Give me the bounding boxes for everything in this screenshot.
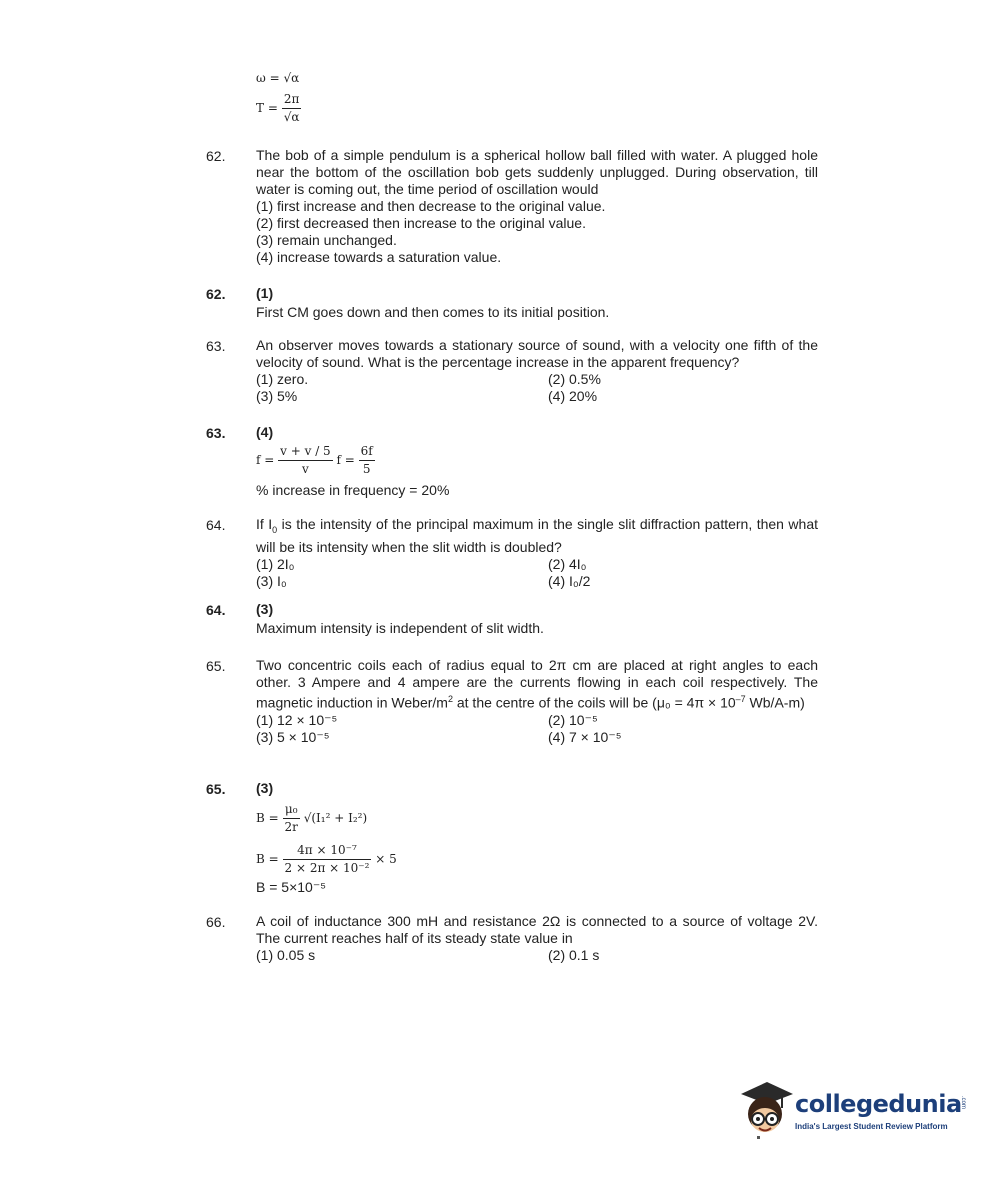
- logo-tagline: India's Largest Student Review Platform: [795, 1122, 948, 1131]
- frequency-equation: f = $\frac{v + v / 5}{v}$ f = $\frac{6f}{5}$: [256, 444, 373, 476]
- logo-domain: .com: [960, 1096, 966, 1110]
- answer-number: 65.: [206, 781, 226, 797]
- options-grid: [256, 371, 818, 405]
- answer-choice: (1): [256, 285, 274, 301]
- answer-choice: (3): [256, 601, 274, 617]
- options-grid: [256, 556, 818, 590]
- question-65: [256, 657, 818, 746]
- top-math: [256, 70, 818, 126]
- option: (2) first decreased then increase to the original value.: [256, 215, 586, 231]
- field-equation-1: B = $\frac{\text{μ₀}}{2r}$ √(I₁² + I₂²): [256, 802, 368, 834]
- question-number: 62.: [206, 148, 226, 164]
- option: (4) 7 × 10⁻⁵: [548, 728, 622, 745]
- option: (3) remain unchanged.: [256, 232, 397, 248]
- question-text: If $I_0$ is the intensity of the principal maximum in the single slit diffraction pattern, then what will be its intensity when the slit width is doubled?: [256, 516, 818, 555]
- option: (1) first increase and then decrease to the original value.: [256, 198, 606, 214]
- question-62: [256, 147, 818, 266]
- answer-64: [256, 601, 818, 637]
- field-result: B = 5×10⁻⁵: [256, 879, 327, 895]
- answer-number: 63.: [206, 425, 226, 441]
- option: (1) 2I₀: [256, 555, 295, 572]
- mascot-icon: [737, 1076, 795, 1146]
- question-text: A coil of inductance 300 mH and resistance 2Ω is connected to a source of voltage 2V. The current reaches half of its steady state value in: [256, 913, 818, 946]
- option: (2) 4I₀: [548, 555, 587, 572]
- option: (3) 5 × 10⁻⁵: [256, 728, 330, 745]
- question-text: The bob of a simple pendulum is a spherical hollow ball filled with water. A plugged hole near the bottom of the oscillation bob gets suddenly unplugged. During observation, till water is coming out, the time period of oscillation would: [256, 147, 818, 197]
- omega-equation: ω = √α: [256, 71, 300, 85]
- question-63: [256, 337, 818, 405]
- period-equation: T = $\frac{2\pi}{√\alpha}$: [256, 92, 300, 124]
- logo-wordmark: collegedunia: [795, 1090, 962, 1118]
- question-number: 64.: [206, 517, 226, 533]
- option: (4) I₀/2: [548, 572, 591, 589]
- question-number: 63.: [206, 338, 226, 354]
- option: (2) 0.5%: [548, 371, 601, 387]
- answer-choice: (3): [256, 780, 274, 796]
- options-grid: [256, 947, 818, 964]
- option: (2) 10⁻⁵: [548, 711, 598, 728]
- answer-number: 64.: [206, 602, 226, 618]
- answer-explanation: Maximum intensity is independent of slit width.: [256, 620, 544, 636]
- answer-65: [256, 780, 818, 896]
- option: (2) 0.1 s: [548, 947, 600, 963]
- answer-62: [256, 285, 818, 321]
- field-equation-2: B = $\frac{\text{4π × 10⁻⁷}}{\text{2 × 2π × 10⁻²}}$ × 5: [256, 843, 397, 875]
- option: (3) I₀: [256, 572, 287, 589]
- option: (1) 0.05 s: [256, 947, 316, 963]
- question-number: 66.: [206, 914, 226, 930]
- question-66: [256, 913, 818, 964]
- options-grid: [256, 712, 818, 746]
- answer-explanation: % increase in frequency = 20%: [256, 482, 450, 498]
- question-text: Two concentric coils each of radius equal to 2π cm are placed at right angles to each other. 3 Ampere and 4 ampere are the currents flowing in each coil respectively. The magnetic induction in Weber/$m^2$ at the centre of the coils will be ($\mu_0 = 4\pi \times 10^{-7}$ Wb/A-m): [256, 657, 818, 711]
- option: (1) 12 × 10⁻⁵: [256, 711, 338, 728]
- option: (4) increase towards a saturation value.: [256, 249, 502, 265]
- answer-63: [256, 424, 818, 499]
- option: (4) 20%: [548, 388, 598, 404]
- option: (1) zero.: [256, 371, 309, 387]
- question-64: [256, 516, 818, 590]
- answer-number: 62.: [206, 286, 226, 302]
- collegedunia-logo: [737, 1076, 967, 1146]
- answer-choice: (4): [256, 424, 274, 440]
- question-number: 65.: [206, 658, 226, 674]
- option: (3) 5%: [256, 388, 298, 404]
- answer-explanation: First CM goes down and then comes to its initial position.: [256, 304, 610, 320]
- question-text: An observer moves towards a stationary source of sound, with a velocity one fifth of the velocity of sound. What is the percentage increase in the apparent frequency?: [256, 337, 818, 370]
